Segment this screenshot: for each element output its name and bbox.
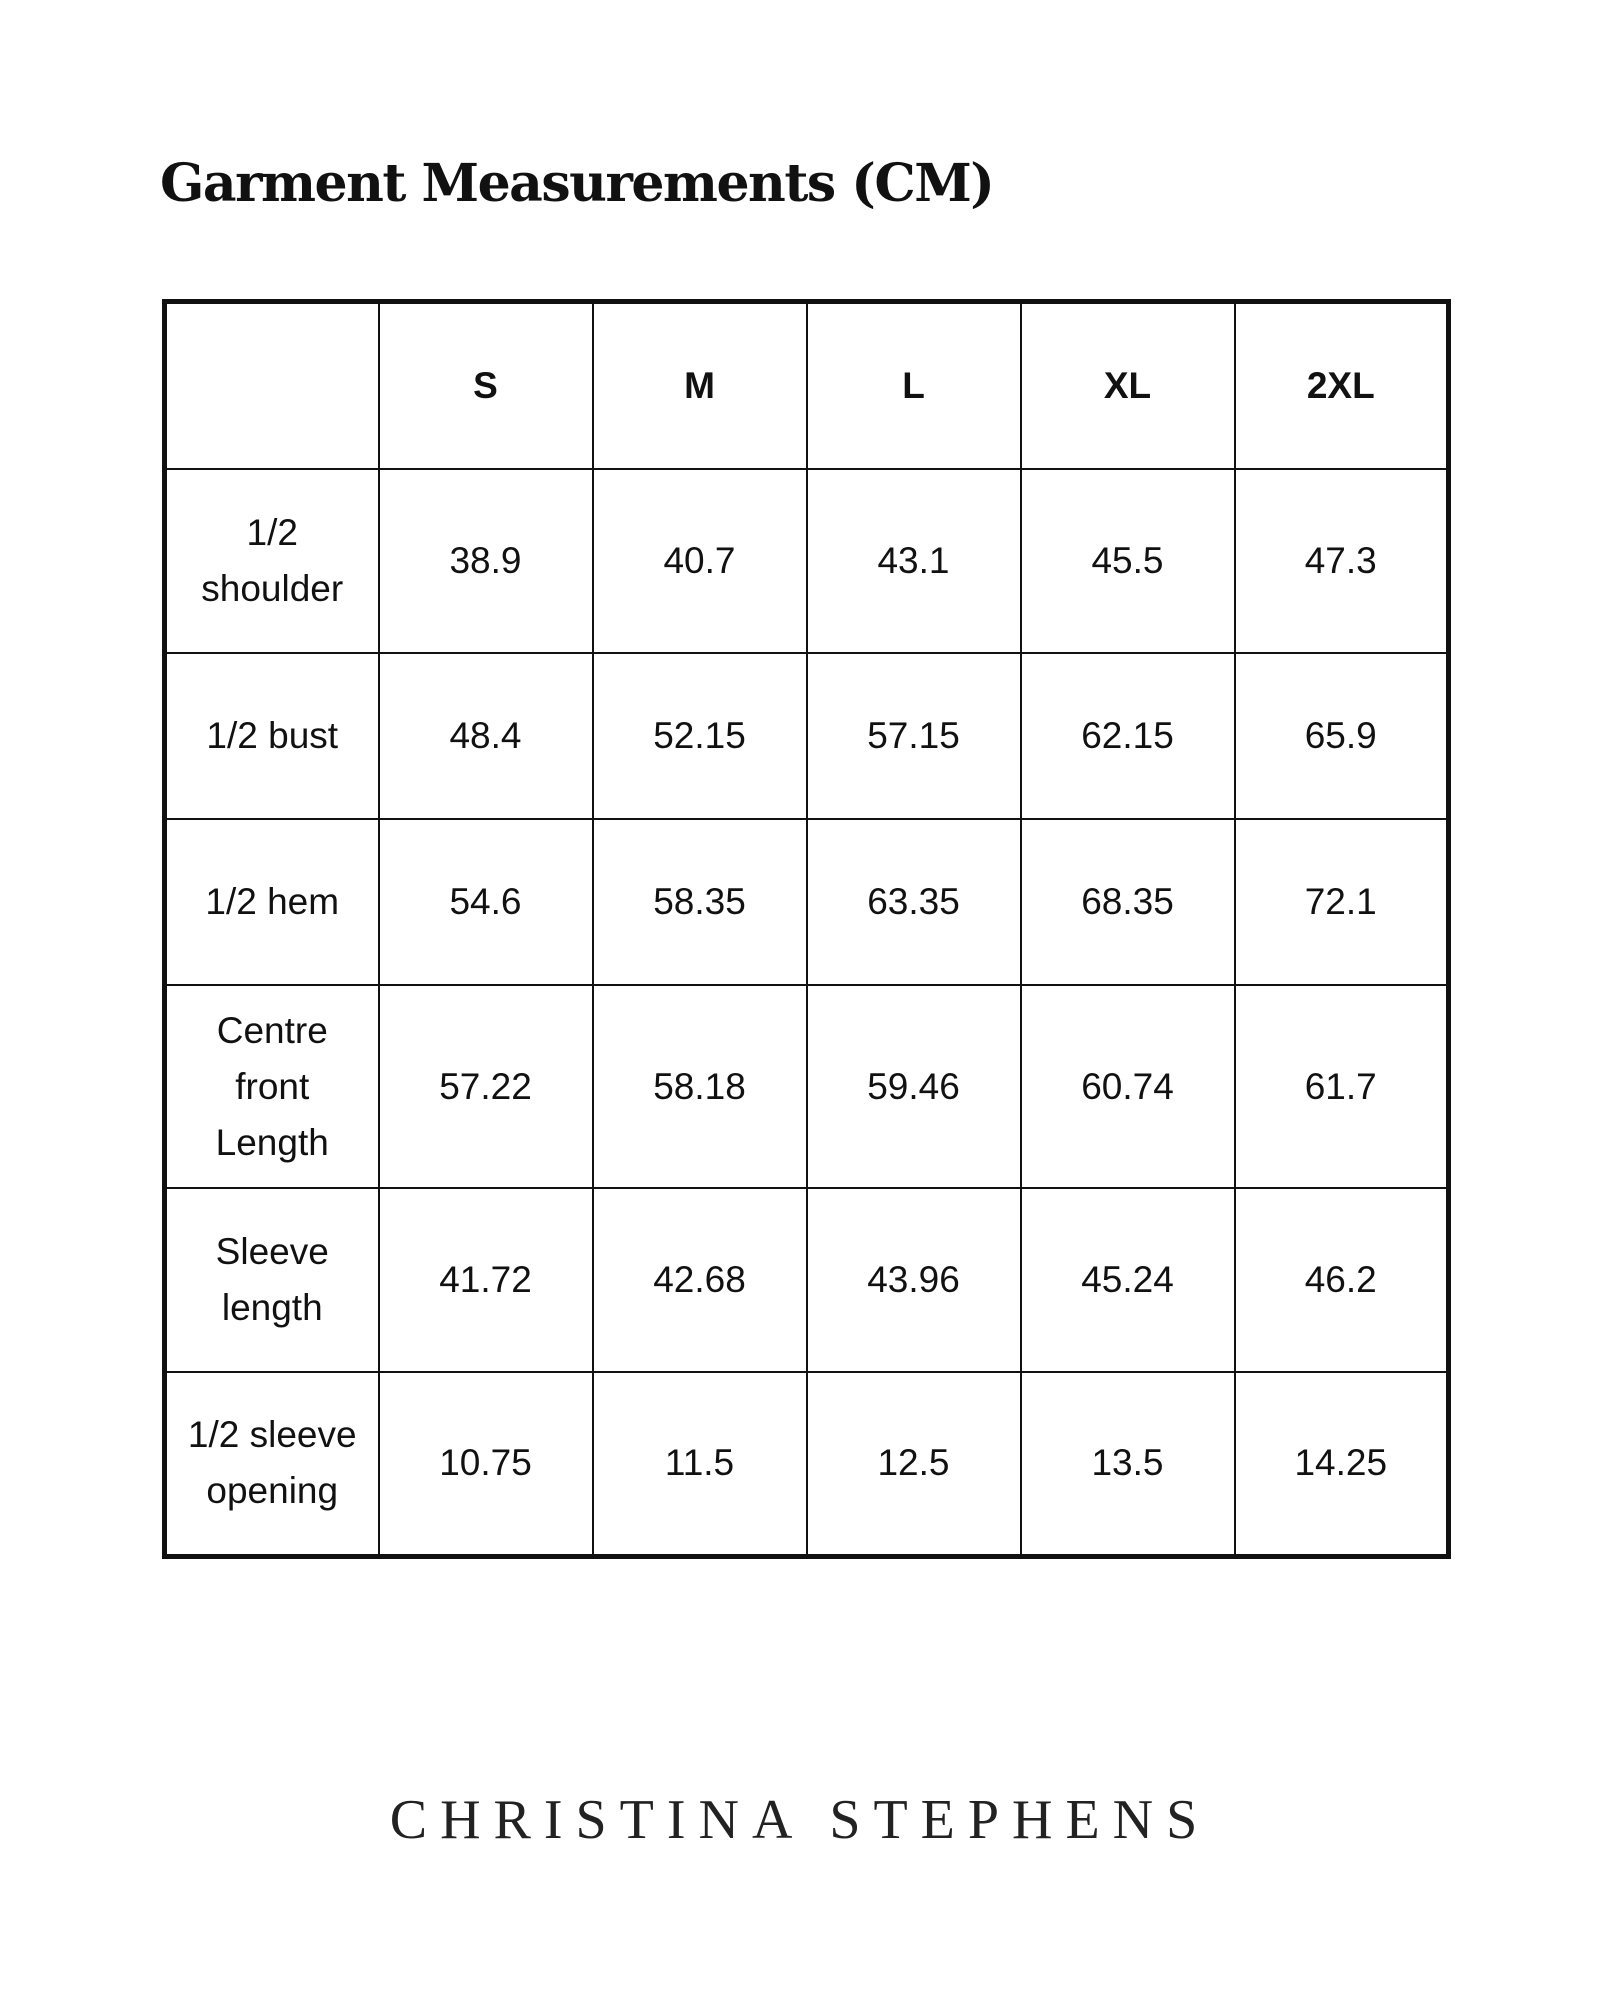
table-cell: 57.22 (379, 985, 593, 1188)
page-title: Garment Measurements (CM) (160, 153, 994, 214)
table-row (165, 1188, 1449, 1372)
row-label-half-bust: 1/2 bust (165, 653, 379, 819)
header-size-l: L (807, 302, 1021, 470)
table-row (165, 1372, 1449, 1556)
table-cell: 43.96 (807, 1188, 1021, 1372)
table-cell: 54.6 (379, 819, 593, 985)
table-cell: 42.68 (593, 1188, 807, 1372)
table-cell: 45.24 (1021, 1188, 1235, 1372)
table-row (165, 985, 1449, 1188)
table-cell: 12.5 (807, 1372, 1021, 1556)
table-cell: 45.5 (1021, 469, 1235, 653)
table-row (165, 469, 1449, 653)
header-size-m: M (593, 302, 807, 470)
table-cell: 13.5 (1021, 1372, 1235, 1556)
table-cell: 46.2 (1235, 1188, 1449, 1372)
header-corner-cell (165, 302, 379, 470)
table-cell: 58.18 (593, 985, 807, 1188)
table-cell: 58.35 (593, 819, 807, 985)
row-label-sleeve-length: Sleeve length (165, 1188, 379, 1372)
table-cell: 48.4 (379, 653, 593, 819)
table-cell: 14.25 (1235, 1372, 1449, 1556)
table-cell: 11.5 (593, 1372, 807, 1556)
table-cell: 63.35 (807, 819, 1021, 985)
table-cell: 57.15 (807, 653, 1021, 819)
table-cell: 59.46 (807, 985, 1021, 1188)
table-cell: 41.72 (379, 1188, 593, 1372)
header-size-xl: XL (1021, 302, 1235, 470)
table-cell: 65.9 (1235, 653, 1449, 819)
header-size-2xl: 2XL (1235, 302, 1449, 470)
table-cell: 47.3 (1235, 469, 1449, 653)
table-cell: 52.15 (593, 653, 807, 819)
table-cell: 40.7 (593, 469, 807, 653)
row-label-half-hem: 1/2 hem (165, 819, 379, 985)
table-cell: 38.9 (379, 469, 593, 653)
row-label-half-shoulder: 1/2 shoulder (165, 469, 379, 653)
table-row (165, 819, 1449, 985)
table-row (165, 653, 1449, 819)
row-label-centre-front-length: Centre front Length (165, 985, 379, 1188)
table-cell: 62.15 (1021, 653, 1235, 819)
header-size-s: S (379, 302, 593, 470)
row-label-half-sleeve-opening: 1/2 sleeve opening (165, 1372, 379, 1556)
table-header-row (165, 302, 1449, 470)
brand-logo: CHRISTINA STEPHENS (389, 1789, 1211, 1851)
table-cell: 68.35 (1021, 819, 1235, 985)
table-cell: 10.75 (379, 1372, 593, 1556)
table-cell: 43.1 (807, 469, 1021, 653)
table-cell: 60.74 (1021, 985, 1235, 1188)
size-chart-table (162, 299, 1451, 1559)
table-cell: 72.1 (1235, 819, 1449, 985)
table-cell: 61.7 (1235, 985, 1449, 1188)
